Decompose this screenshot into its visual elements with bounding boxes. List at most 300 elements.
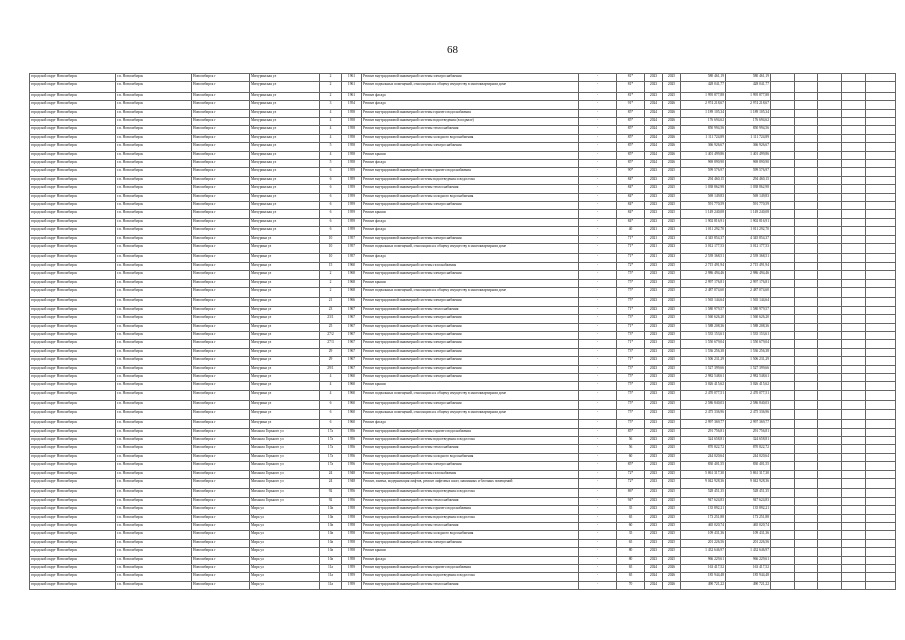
- cell-municipal-district: городской округ Новосибирск: [30, 390, 116, 401]
- cell-municipal-district: городской округ Новосибирск: [30, 548, 116, 556]
- cell-start-year: 2023: [645, 453, 663, 461]
- cell-empty: [818, 235, 842, 243]
- cell-cost-total: 1 011 292,70: [681, 227, 726, 235]
- cell-cost-funded: 428 041,77: [726, 82, 771, 93]
- cell-cost-total: 969 890,90: [681, 160, 726, 168]
- cell-settlement: г.п. Новосибирск: [116, 185, 192, 193]
- cell-cost-funded: 1 189 105,34: [726, 109, 771, 117]
- cell-cost-total: 185 944,48: [681, 573, 726, 581]
- cell-municipal-district: городской округ Новосибирск: [30, 506, 116, 514]
- cell-settlement: г.п. Новосибирск: [116, 374, 192, 382]
- cell-wear-percent: 65: [617, 539, 645, 547]
- cell-house-number: 17а: [320, 453, 342, 461]
- cell-empty: [771, 210, 795, 218]
- cell-empty: [842, 522, 866, 530]
- cell-house-number: 24: [320, 470, 342, 478]
- cell-end-year: 2026: [663, 118, 681, 126]
- cell-work-type: Ремонт внутридомовой инженерной системы электроснабжения: [362, 74, 579, 82]
- cell-wear-percent: 85*: [617, 134, 645, 142]
- cell-empty: [818, 227, 842, 235]
- table-row: [30, 168, 896, 176]
- cell-empty: [842, 556, 866, 564]
- cell-municipal-district: городской округ Новосибирск: [30, 126, 116, 134]
- cell-cost-funded: 2 715 491,94: [726, 262, 771, 270]
- cell-work-type: Ремонт внутридомовой инженерной системы электроснабжения: [362, 401, 579, 409]
- cell-empty: [866, 227, 896, 235]
- cell-end-year: 2025: [663, 497, 681, 505]
- cell-end-year: 2025: [663, 287, 681, 298]
- cell-empty: [795, 243, 818, 254]
- cell-start-year: 2023: [645, 262, 663, 270]
- cell-locality: Новосибирск г: [192, 74, 250, 82]
- table-row: [30, 151, 896, 159]
- cell-work-type: Ремонт крыши: [362, 210, 579, 218]
- cell-empty: [866, 401, 896, 409]
- cell-work-type: Ремонт внутридомовой инженерной системы электроснабжения: [362, 348, 579, 356]
- cell-wear-percent: 81*: [617, 74, 645, 82]
- table-row: [30, 109, 896, 117]
- cell-settlement: г.п. Новосибирск: [116, 522, 192, 530]
- cell-empty: [771, 409, 795, 420]
- cell-work-type: Ремонт внутридомовой инженерной системы электроснабжения: [362, 235, 579, 243]
- cell-empty: [866, 218, 896, 226]
- cell-end-year: 2026: [663, 564, 681, 572]
- cell-blank: -: [579, 390, 617, 401]
- cell-cost-total: 3 012 177,53: [681, 243, 726, 254]
- cell-house-number: 92: [320, 489, 342, 497]
- cell-house-number: 6: [320, 227, 342, 235]
- cell-empty: [842, 382, 866, 390]
- cell-street: Михаила Горького ул: [250, 489, 320, 497]
- cell-cost-total: 830 401,55: [681, 462, 726, 470]
- cell-end-year: 2025: [663, 201, 681, 209]
- cell-locality: Новосибирск г: [192, 298, 250, 306]
- cell-year-built: 1959: [342, 581, 362, 589]
- cell-cost-total: 163 417,52: [681, 564, 726, 572]
- cell-work-type: Ремонт подвальных помещений, относящихся к общему имуществу в многоквартирном доме: [362, 409, 579, 420]
- cell-empty: [771, 374, 795, 382]
- cell-empty: [771, 218, 795, 226]
- cell-municipal-district: городской округ Новосибирск: [30, 357, 116, 365]
- cell-blank: -: [579, 564, 617, 572]
- cell-empty: [866, 160, 896, 168]
- cell-empty: [866, 235, 896, 243]
- cell-house-number: 11а: [320, 564, 342, 572]
- cell-municipal-district: городской округ Новосибирск: [30, 428, 116, 436]
- cell-end-year: 2025: [663, 218, 681, 226]
- cell-street: Мичуринская ул: [250, 227, 320, 235]
- cell-settlement: г.п. Новосибирск: [116, 287, 192, 298]
- cell-house-number: 6: [320, 210, 342, 218]
- cell-street: Мичуринская ул: [250, 143, 320, 151]
- cell-settlement: г.п. Новосибирск: [116, 332, 192, 340]
- cell-start-year: 2023: [645, 193, 663, 201]
- cell-wear-percent: 71*: [617, 323, 645, 331]
- cell-wear-percent: 35: [617, 531, 645, 539]
- cell-street: Мичурина ул: [250, 409, 320, 420]
- cell-year-built: 1957: [342, 235, 362, 243]
- cell-cost-funded: 294 460,15: [726, 176, 771, 184]
- cell-empty: [866, 348, 896, 356]
- cell-start-year: 2023: [645, 539, 663, 547]
- cell-blank: -: [579, 227, 617, 235]
- cell-cost-total: 1 995 877,88: [681, 92, 726, 100]
- cell-house-number: 10: [320, 243, 342, 254]
- cell-empty: [795, 235, 818, 243]
- cell-house-number: 6: [320, 218, 342, 226]
- table-row: [30, 340, 896, 348]
- cell-empty: [795, 262, 818, 270]
- cell-empty: [771, 348, 795, 356]
- cell-work-type: Ремонт внутридомовой инженерной системы горячего водоснабжения: [362, 109, 579, 117]
- cell-locality: Новосибирск г: [192, 235, 250, 243]
- cell-municipal-district: городской округ Новосибирск: [30, 348, 116, 356]
- cell-wear-percent: 85*: [617, 118, 645, 126]
- cell-year-built: 1958: [342, 522, 362, 530]
- cell-blank: -: [579, 522, 617, 530]
- cell-empty: [818, 176, 842, 184]
- cell-work-type: Ремонт фасада: [362, 160, 579, 168]
- cell-cost-funded: 850 994,56: [726, 126, 771, 134]
- cell-house-number: 2: [320, 271, 342, 279]
- cell-year-built: 1960: [342, 262, 362, 270]
- cell-cost-funded: 109 431,36: [726, 531, 771, 539]
- cell-settlement: г.п. Новосибирск: [116, 193, 192, 201]
- cell-municipal-district: городской округ Новосибирск: [30, 420, 116, 428]
- cell-blank: -: [579, 134, 617, 142]
- cell-house-number: 10а: [320, 506, 342, 514]
- cell-cost-total: 966 229,61: [681, 556, 726, 564]
- cell-work-type: Ремонт внутридомовой инженерной системы теплоснабжения: [362, 185, 579, 193]
- cell-house-number: 10: [320, 254, 342, 262]
- cell-municipal-district: городской округ Новосибирск: [30, 143, 116, 151]
- cell-locality: Новосибирск г: [192, 287, 250, 298]
- cell-empty: [771, 564, 795, 572]
- cell-start-year: 2023: [645, 390, 663, 401]
- cell-street: Мичурина ул: [250, 382, 320, 390]
- cell-year-built: 1967: [342, 306, 362, 314]
- cell-municipal-district: городской округ Новосибирск: [30, 401, 116, 409]
- cell-blank: -: [579, 581, 617, 589]
- cell-empty: [842, 82, 866, 93]
- cell-street: Мичурина ул: [250, 243, 320, 254]
- cell-end-year: 2025: [663, 420, 681, 428]
- cell-empty: [842, 254, 866, 262]
- cell-blank: -: [579, 401, 617, 409]
- cell-work-type: Ремонт внутридомовой инженерной системы электроснабжения: [362, 539, 579, 547]
- cell-start-year: 2024: [645, 564, 663, 572]
- table-body: [30, 74, 896, 590]
- cell-empty: [795, 143, 818, 151]
- cell-wear-percent: 35: [617, 506, 645, 514]
- cell-blank: -: [579, 315, 617, 323]
- cell-cost-funded: 1 506 231,29: [726, 357, 771, 365]
- cell-start-year: 2023: [645, 340, 663, 348]
- cell-street: Михаила Горького ул: [250, 470, 320, 478]
- cell-year-built: 1960: [342, 390, 362, 401]
- cell-municipal-district: городской округ Новосибирск: [30, 409, 116, 420]
- cell-empty: [866, 92, 896, 100]
- cell-settlement: г.п. Новосибирск: [116, 365, 192, 373]
- cell-year-built: 1968: [342, 271, 362, 279]
- cell-blank: -: [579, 109, 617, 117]
- cell-empty: [795, 390, 818, 401]
- cell-start-year: 2023: [645, 489, 663, 497]
- cell-empty: [771, 143, 795, 151]
- cell-cost-funded: 1 902 816,91: [726, 218, 771, 226]
- cell-wear-percent: 84*: [617, 218, 645, 226]
- cell-work-type: Ремонт внутридомовой инженерной системы электроснабжения: [362, 315, 579, 323]
- cell-blank: -: [579, 151, 617, 159]
- cell-start-year: 2023: [645, 92, 663, 100]
- cell-work-type: Ремонт внутридомовой инженерной системы горячего водоснабжения: [362, 506, 579, 514]
- table-row: [30, 365, 896, 373]
- cell-year-built: 1967: [342, 365, 362, 373]
- cell-house-number: 92: [320, 497, 342, 505]
- cell-empty: [842, 210, 866, 218]
- cell-house-number: 11а: [320, 581, 342, 589]
- cell-house-number: 6: [320, 401, 342, 409]
- cell-empty: [842, 365, 866, 373]
- cell-empty: [771, 151, 795, 159]
- cell-house-number: 17а: [320, 445, 342, 453]
- table-row: [30, 539, 896, 547]
- cell-empty: [866, 420, 896, 428]
- cell-work-type: Ремонт внутридомовой инженерной системы электроснабжения: [362, 201, 579, 209]
- cell-blank: -: [579, 514, 617, 522]
- cell-blank: -: [579, 365, 617, 373]
- cell-settlement: г.п. Новосибирск: [116, 254, 192, 262]
- cell-empty: [842, 262, 866, 270]
- cell-empty: [818, 548, 842, 556]
- cell-municipal-district: городской округ Новосибирск: [30, 271, 116, 279]
- cell-start-year: 2023: [645, 462, 663, 470]
- table-row: [30, 436, 896, 444]
- cell-end-year: 2023: [663, 243, 681, 254]
- cell-locality: Новосибирск г: [192, 390, 250, 401]
- cell-year-built: 1961: [342, 92, 362, 100]
- cell-year-built: 1959: [342, 201, 362, 209]
- cell-municipal-district: городской округ Новосибирск: [30, 160, 116, 168]
- cell-start-year: 2023: [645, 514, 663, 522]
- cell-settlement: г.п. Новосибирск: [116, 357, 192, 365]
- cell-empty: [842, 151, 866, 159]
- cell-empty: [818, 201, 842, 209]
- cell-cost-total: 2 715 491,94: [681, 262, 726, 270]
- cell-house-number: 4: [320, 118, 342, 126]
- cell-municipal-district: городской округ Новосибирск: [30, 564, 116, 572]
- cell-street: Михаила Горького ул: [250, 436, 320, 444]
- cell-cost-funded: 173 251,88: [726, 514, 771, 522]
- cell-settlement: г.п. Новосибирск: [116, 470, 192, 478]
- cell-street: Мичуринская ул: [250, 218, 320, 226]
- cell-locality: Новосибирск г: [192, 332, 250, 340]
- cell-end-year: 2025: [663, 298, 681, 306]
- cell-settlement: г.п. Новосибирск: [116, 348, 192, 356]
- cell-blank: -: [579, 323, 617, 331]
- cell-end-year: 2025: [663, 315, 681, 323]
- table-row: [30, 201, 896, 209]
- cell-empty: [795, 462, 818, 470]
- cell-year-built: 1967: [342, 323, 362, 331]
- table-row: [30, 374, 896, 382]
- cell-empty: [795, 497, 818, 505]
- cell-empty: [771, 453, 795, 461]
- cell-wear-percent: 84*: [617, 210, 645, 218]
- cell-empty: [818, 193, 842, 201]
- cell-year-built: 1968: [342, 287, 362, 298]
- cell-cost-total: 591 770,59: [681, 201, 726, 209]
- cell-settlement: г.п. Новосибирск: [116, 82, 192, 93]
- cell-house-number: 11а: [320, 573, 342, 581]
- cell-blank: -: [579, 453, 617, 461]
- cell-start-year: 2023: [645, 522, 663, 530]
- cell-empty: [795, 409, 818, 420]
- cell-start-year: 2024: [645, 160, 663, 168]
- cell-empty: [842, 436, 866, 444]
- cell-empty: [771, 185, 795, 193]
- table-row: [30, 306, 896, 314]
- table-row: [30, 382, 896, 390]
- cell-street: Мичуринская ул: [250, 74, 320, 82]
- cell-empty: [818, 497, 842, 505]
- cell-street: Мичурина ул: [250, 298, 320, 306]
- cell-empty: [795, 573, 818, 581]
- cell-wear-percent: 65: [617, 564, 645, 572]
- cell-wear-percent: 75*: [617, 279, 645, 287]
- cell-wear-percent: 85*: [617, 143, 645, 151]
- cell-empty: [866, 243, 896, 254]
- cell-end-year: 2023: [663, 235, 681, 243]
- cell-empty: [795, 564, 818, 572]
- cell-empty: [842, 478, 866, 489]
- cell-empty: [771, 514, 795, 522]
- cell-year-built: 1961: [342, 74, 362, 82]
- cell-empty: [771, 573, 795, 581]
- cell-empty: [795, 522, 818, 530]
- cell-empty: [866, 101, 896, 109]
- cell-empty: [818, 365, 842, 373]
- cell-work-type: Ремонт внутридомовой инженерной системы водоотведения (в подвале): [362, 118, 579, 126]
- cell-empty: [795, 151, 818, 159]
- cell-municipal-district: городской округ Новосибирск: [30, 470, 116, 478]
- cell-house-number: 6: [320, 176, 342, 184]
- cell-year-built: 1957: [342, 254, 362, 262]
- cell-empty: [866, 497, 896, 505]
- cell-settlement: г.п. Новосибирск: [116, 134, 192, 142]
- cell-street: Михаила Горького ул: [250, 428, 320, 436]
- cell-wear-percent: 75*: [617, 390, 645, 401]
- cell-cost-total: 1 588 208,36: [681, 323, 726, 331]
- cell-year-built: 1958: [342, 514, 362, 522]
- cell-empty: [795, 92, 818, 100]
- cell-start-year: 2024: [645, 581, 663, 589]
- cell-cost-total: 1 527 399,66: [681, 365, 726, 373]
- cell-house-number: 23: [320, 306, 342, 314]
- cell-end-year: 2025: [663, 323, 681, 331]
- table-row: [30, 235, 896, 243]
- cell-empty: [771, 74, 795, 82]
- cell-locality: Новосибирск г: [192, 262, 250, 270]
- cell-settlement: г.п. Новосибирск: [116, 478, 192, 489]
- table-row: [30, 298, 896, 306]
- cell-start-year: 2024: [645, 573, 663, 581]
- cell-empty: [842, 514, 866, 522]
- table-row: [30, 420, 896, 428]
- cell-empty: [818, 287, 842, 298]
- cell-blank: -: [579, 262, 617, 270]
- cell-end-year: 2025: [663, 176, 681, 184]
- cell-empty: [795, 74, 818, 82]
- cell-locality: Новосибирск г: [192, 453, 250, 461]
- cell-cost-funded: 2 586 840,03: [726, 401, 771, 409]
- cell-wear-percent: 85*: [617, 151, 645, 159]
- cell-settlement: г.п. Новосибирск: [116, 262, 192, 270]
- cell-locality: Новосибирск г: [192, 556, 250, 564]
- cell-wear-percent: 84*: [617, 185, 645, 193]
- cell-house-number: 24: [320, 478, 342, 489]
- cell-empty: [818, 218, 842, 226]
- cell-street: Мичурина ул: [250, 315, 320, 323]
- cell-cost-funded: 176 694,62: [726, 118, 771, 126]
- cell-blank: -: [579, 506, 617, 514]
- cell-empty: [771, 168, 795, 176]
- cell-municipal-district: городской округ Новосибирск: [30, 279, 116, 287]
- cell-empty: [818, 506, 842, 514]
- cell-empty: [795, 185, 818, 193]
- cell-street: Мичурина ул: [250, 235, 320, 243]
- cell-cost-total: 9 042 928,36: [681, 478, 726, 489]
- cell-settlement: г.п. Новосибирск: [116, 564, 192, 572]
- cell-cost-funded: 185 944,48: [726, 573, 771, 581]
- cell-locality: Новосибирск г: [192, 201, 250, 209]
- cell-locality: Новосибирск г: [192, 420, 250, 428]
- cell-empty: [842, 218, 866, 226]
- table-row: [30, 218, 896, 226]
- cell-settlement: г.п. Новосибирск: [116, 101, 192, 109]
- cell-settlement: г.п. Новосибирск: [116, 401, 192, 409]
- cell-empty: [771, 118, 795, 126]
- cell-house-number: 17а: [320, 462, 342, 470]
- cell-start-year: 2023: [645, 409, 663, 420]
- cell-cost-total: 580 461,19: [681, 74, 726, 82]
- cell-house-number: 29: [320, 357, 342, 365]
- cell-settlement: г.п. Новосибирск: [116, 298, 192, 306]
- cell-wear-percent: 75*: [617, 382, 645, 390]
- cell-year-built: 1956: [342, 445, 362, 453]
- cell-end-year: 2025: [663, 548, 681, 556]
- cell-empty: [771, 109, 795, 117]
- table-row: [30, 134, 896, 142]
- cell-empty: [818, 340, 842, 348]
- cell-blank: -: [579, 348, 617, 356]
- cell-empty: [818, 470, 842, 478]
- cell-year-built: 1966: [342, 298, 362, 306]
- cell-end-year: 2025: [663, 390, 681, 401]
- cell-end-year: 2026: [663, 109, 681, 117]
- table-row: [30, 581, 896, 589]
- cell-settlement: г.п. Новосибирск: [116, 506, 192, 514]
- cell-empty: [866, 470, 896, 478]
- cell-empty: [795, 176, 818, 184]
- cell-house-number: 27/2: [320, 332, 342, 340]
- cell-house-number: 6: [320, 168, 342, 176]
- cell-municipal-district: городской округ Новосибирск: [30, 254, 116, 262]
- cell-municipal-district: городской округ Новосибирск: [30, 243, 116, 254]
- cell-settlement: г.п. Новосибирск: [116, 160, 192, 168]
- cell-locality: Новосибирск г: [192, 193, 250, 201]
- cell-work-type: Ремонт крыши: [362, 151, 579, 159]
